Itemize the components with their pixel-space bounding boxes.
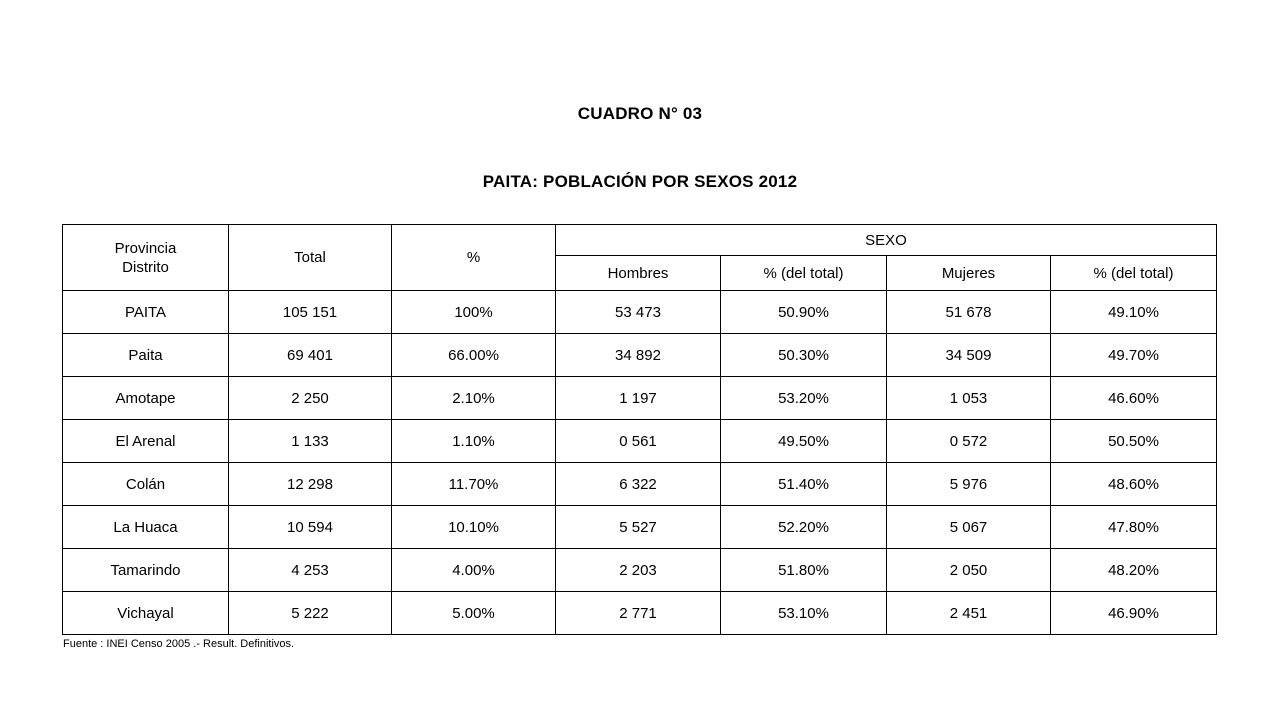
cell-percent: 1.10% xyxy=(392,420,556,463)
cell-district: Vichayal xyxy=(63,592,229,635)
cell-pct-mujeres: 48.60% xyxy=(1051,463,1217,506)
cell-mujeres: 2 451 xyxy=(887,592,1051,635)
cell-total: 1 133 xyxy=(229,420,392,463)
cell-hombres: 5 527 xyxy=(556,506,721,549)
cell-hombres: 6 322 xyxy=(556,463,721,506)
table-number-title: CUADRO N° 03 xyxy=(577,104,703,123)
cell-district: Colán xyxy=(63,463,229,506)
cell-hombres: 0 561 xyxy=(556,420,721,463)
table-row xyxy=(63,420,1217,463)
cell-pct-mujeres: 46.60% xyxy=(1051,377,1217,420)
source-note: Fuente : INEI Censo 2005 .- Result. Definitivos. xyxy=(63,638,295,650)
table-row xyxy=(63,291,1217,334)
cell-mujeres: 34 509 xyxy=(887,334,1051,377)
header-provincia-distrito xyxy=(63,225,229,291)
cell-percent: 11.70% xyxy=(392,463,556,506)
cell-hombres: 2 771 xyxy=(556,592,721,635)
table-row xyxy=(63,377,1217,420)
header-sexo: SEXO xyxy=(556,225,1217,256)
header-row-1 xyxy=(63,225,1217,256)
cell-mujeres: 0 572 xyxy=(887,420,1051,463)
cell-pct-hombres: 51.40% xyxy=(721,463,887,506)
table-row xyxy=(63,334,1217,377)
header-percent: % xyxy=(392,225,556,291)
cell-district: Paita xyxy=(63,334,229,377)
header-distrito: Distrito xyxy=(122,258,169,276)
cell-pct-mujeres: 48.20% xyxy=(1051,549,1217,592)
cell-total: 4 253 xyxy=(229,549,392,592)
header-mujeres: Mujeres xyxy=(887,256,1051,291)
cell-total: 69 401 xyxy=(229,334,392,377)
table-row xyxy=(63,463,1217,506)
header-total: Total xyxy=(229,225,392,291)
table-row xyxy=(63,506,1217,549)
cell-hombres: 1 197 xyxy=(556,377,721,420)
header-pct-hombres: % (del total) xyxy=(721,256,887,291)
cell-district: La Huaca xyxy=(63,506,229,549)
header-hombres: Hombres xyxy=(556,256,721,291)
cell-pct-hombres: 49.50% xyxy=(721,420,887,463)
cell-total: 2 250 xyxy=(229,377,392,420)
cell-district: El Arenal xyxy=(63,420,229,463)
header-provincia: Provincia xyxy=(114,239,177,257)
cell-percent: 100% xyxy=(392,291,556,334)
cell-total: 12 298 xyxy=(229,463,392,506)
cell-total: 10 594 xyxy=(229,506,392,549)
cell-district: Amotape xyxy=(63,377,229,420)
cell-pct-hombres: 53.20% xyxy=(721,377,887,420)
cell-pct-mujeres: 49.10% xyxy=(1051,291,1217,334)
header-pct-mujeres: % (del total) xyxy=(1051,256,1217,291)
cell-hombres: 2 203 xyxy=(556,549,721,592)
cell-pct-mujeres: 47.80% xyxy=(1051,506,1217,549)
cell-percent: 66.00% xyxy=(392,334,556,377)
cell-mujeres: 5 976 xyxy=(887,463,1051,506)
cell-pct-mujeres: 46.90% xyxy=(1051,592,1217,635)
cell-pct-hombres: 51.80% xyxy=(721,549,887,592)
cell-district: PAITA xyxy=(63,291,229,334)
cell-hombres: 53 473 xyxy=(556,291,721,334)
cell-district: Tamarindo xyxy=(63,549,229,592)
cell-percent: 2.10% xyxy=(392,377,556,420)
table-row xyxy=(63,549,1217,592)
cell-pct-hombres: 53.10% xyxy=(721,592,887,635)
cell-pct-hombres: 50.30% xyxy=(721,334,887,377)
cell-mujeres: 1 053 xyxy=(887,377,1051,420)
cell-percent: 10.10% xyxy=(392,506,556,549)
table-row xyxy=(63,592,1217,635)
cell-pct-mujeres: 49.70% xyxy=(1051,334,1217,377)
cell-total: 105 151 xyxy=(229,291,392,334)
cell-pct-hombres: 50.90% xyxy=(721,291,887,334)
cell-pct-mujeres: 50.50% xyxy=(1051,420,1217,463)
cell-mujeres: 2 050 xyxy=(887,549,1051,592)
page-title: PAITA: POBLACIÓN POR SEXOS 2012 xyxy=(482,172,798,191)
cell-mujeres: 5 067 xyxy=(887,506,1051,549)
cell-hombres: 34 892 xyxy=(556,334,721,377)
cell-percent: 4.00% xyxy=(392,549,556,592)
cell-percent: 5.00% xyxy=(392,592,556,635)
population-table xyxy=(62,224,1217,635)
cell-mujeres: 51 678 xyxy=(887,291,1051,334)
cell-total: 5 222 xyxy=(229,592,392,635)
cell-pct-hombres: 52.20% xyxy=(721,506,887,549)
